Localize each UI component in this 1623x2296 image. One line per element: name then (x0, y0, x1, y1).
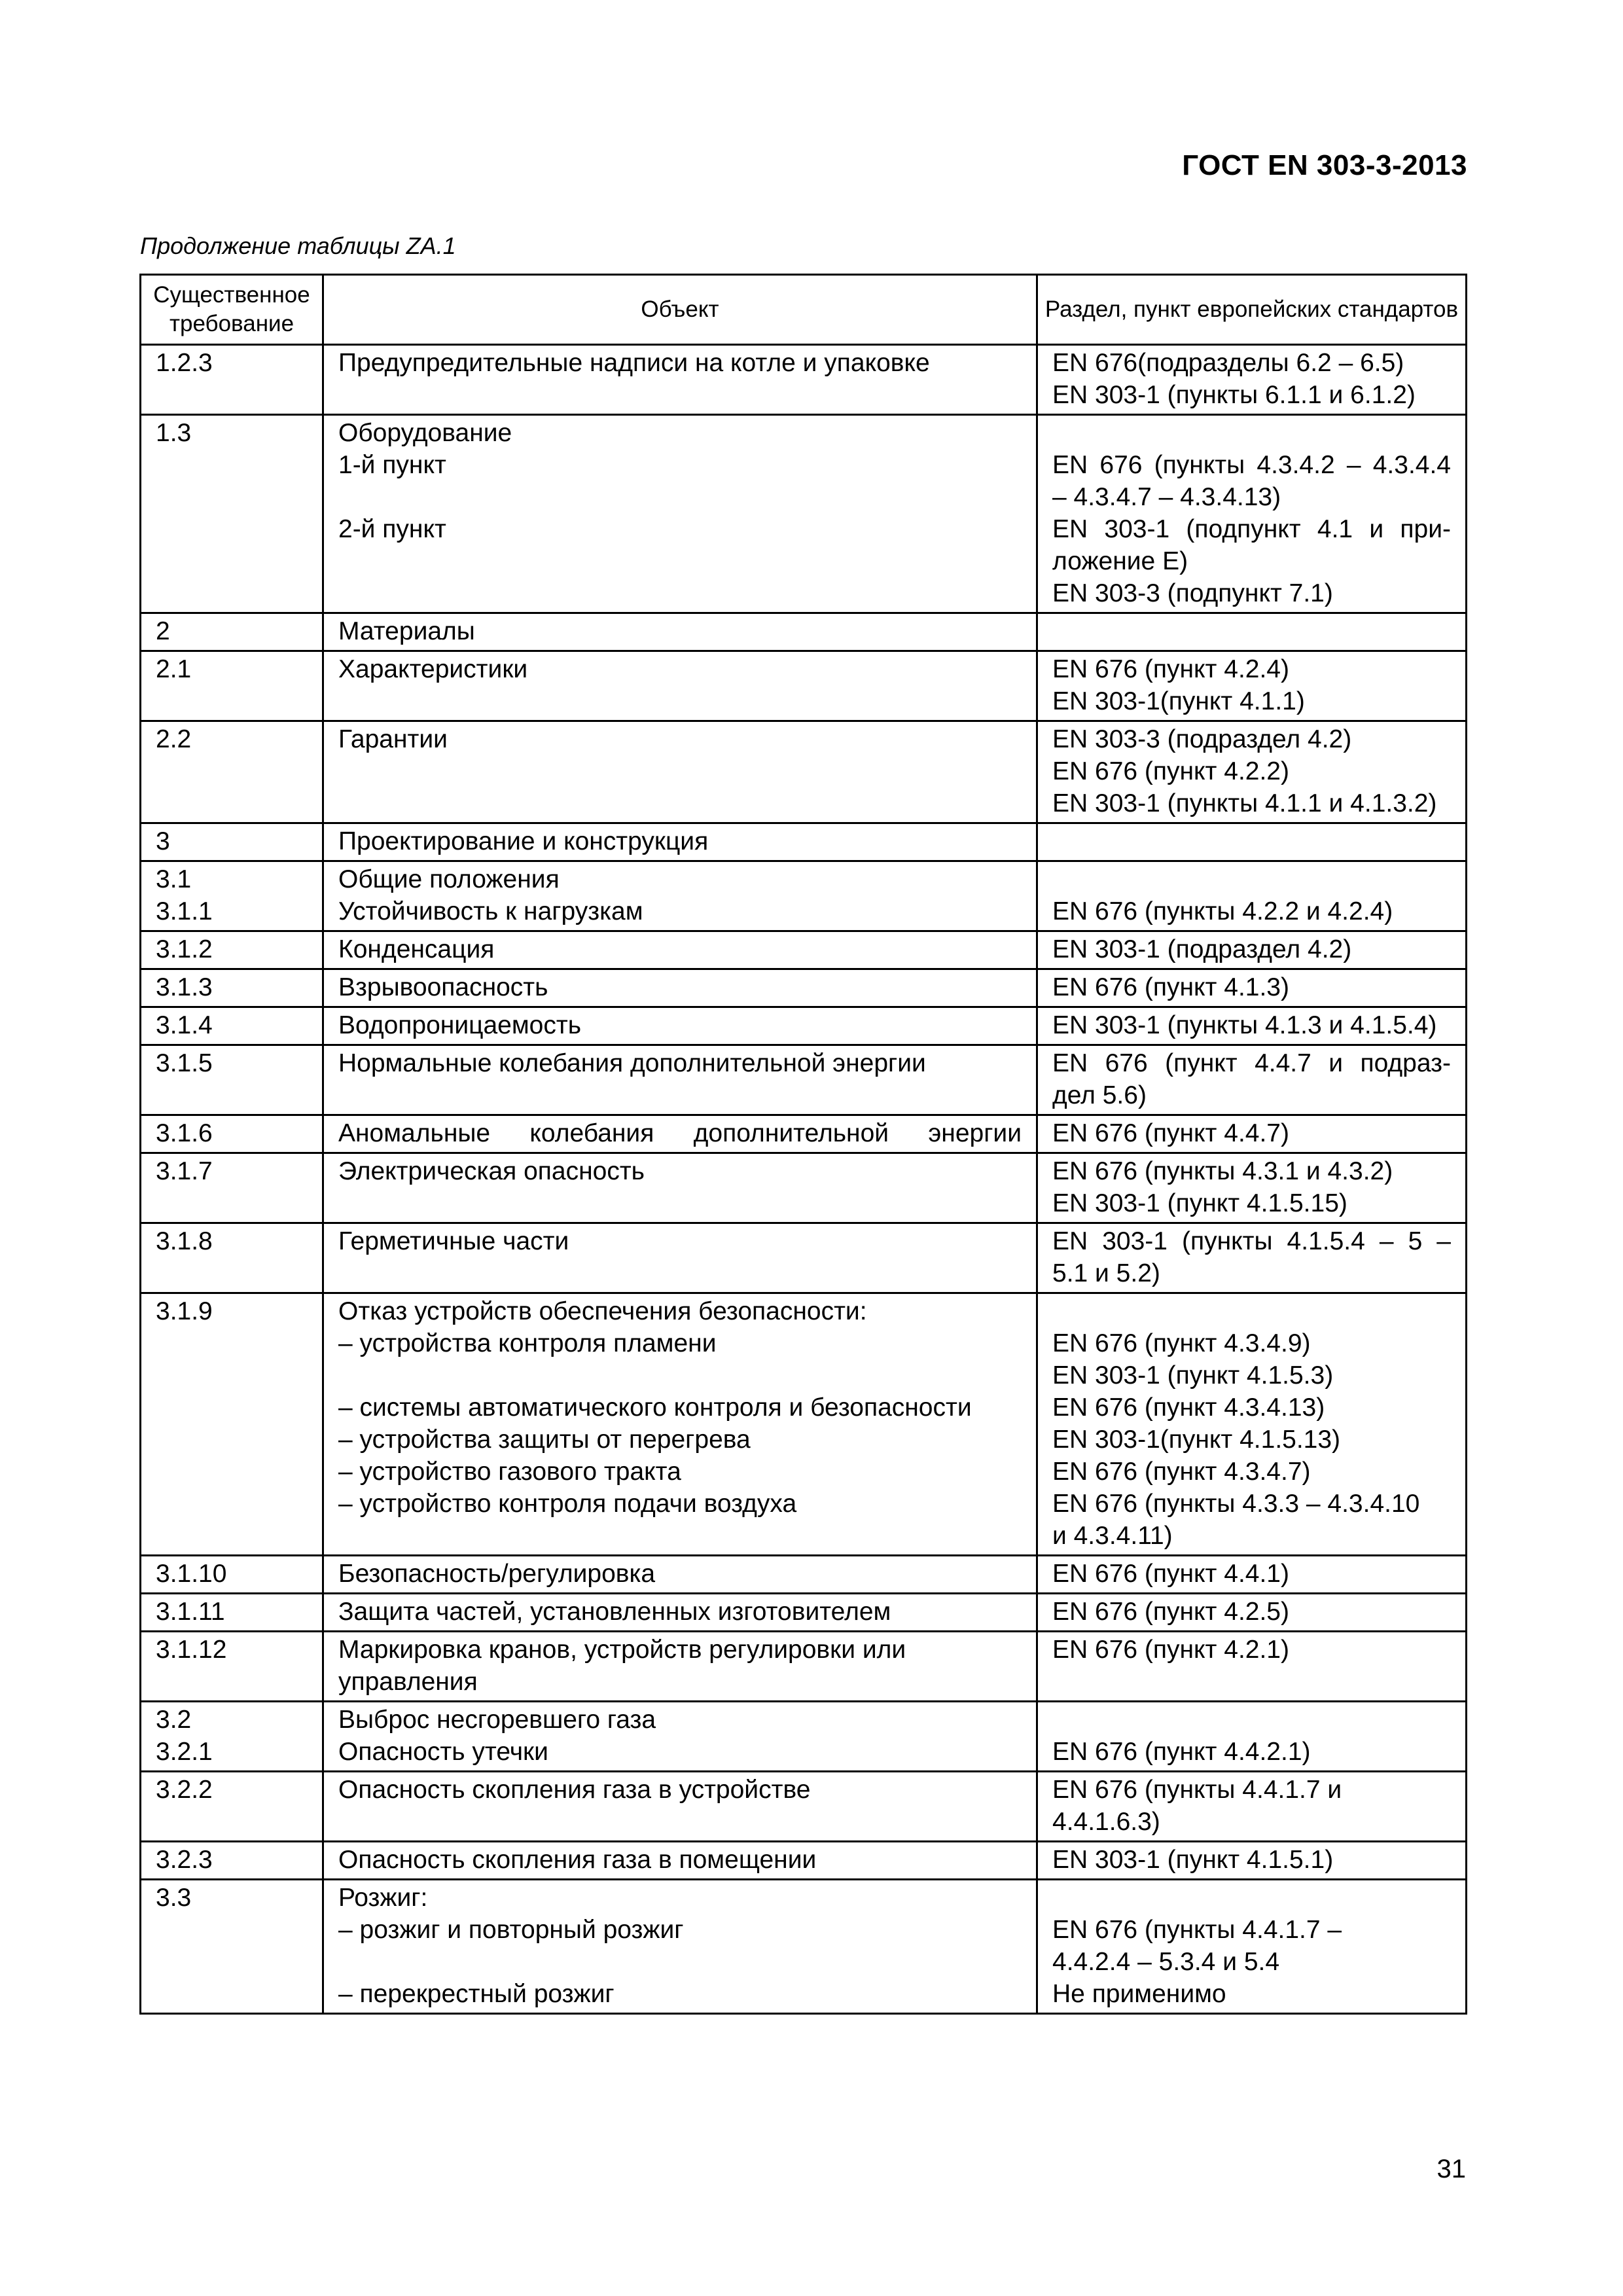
object-cell (323, 1880, 1037, 2014)
cell-line: 2.1 (156, 655, 192, 683)
table-row (141, 1702, 1467, 1772)
cell-line: 3.1.6 (156, 1119, 213, 1147)
cell-line: 3.2 (156, 1706, 192, 1734)
cell-line: Опасность скопления газа в помещении (338, 1846, 817, 1874)
table-row (141, 415, 1467, 613)
table-body (141, 345, 1467, 2014)
table-row (141, 861, 1467, 931)
object-cell (323, 1007, 1037, 1045)
column-header-requirement: Существенное требование (141, 275, 323, 345)
cell-line: Аномальные колебания дополнительной энергии (338, 1119, 1022, 1147)
table-row (141, 721, 1467, 823)
object-cell (323, 345, 1037, 415)
standard-cell (1037, 1007, 1467, 1045)
cell-line: – устройства защиты от перегрева (338, 1426, 751, 1454)
standard-cell (1037, 721, 1467, 823)
cell-line: 2 (156, 617, 170, 645)
cell-line: Опасность утечки (338, 1738, 548, 1766)
cell-line: 3.1.7 (156, 1157, 213, 1185)
object-cell (323, 1153, 1037, 1223)
standard-cell (1037, 1115, 1467, 1153)
object-cell (323, 1632, 1037, 1702)
cell-line: 3.1.5 (156, 1049, 213, 1077)
cell-line (1052, 1704, 1451, 1736)
cell-line: 3.1.8 (156, 1227, 213, 1255)
cell-line: EN 676 (пункты 4.2.2 и 4.2.4) (1052, 897, 1393, 925)
cell-line: EN 676 (пункт 4.4.1) (1052, 1560, 1289, 1588)
table-row (141, 1223, 1467, 1293)
object-cell (323, 1293, 1037, 1556)
object-cell (323, 1594, 1037, 1632)
cell-line: 3.1 (156, 865, 192, 893)
object-cell (323, 1842, 1037, 1880)
cell-line: 1.3 (156, 419, 192, 447)
standard-cell (1037, 931, 1467, 969)
cell-line: 3.1.10 (156, 1560, 227, 1588)
cell-line: 3.3 (156, 1884, 192, 1912)
column-header-standard-section: Раздел, пункт европейских стандартов (1037, 275, 1467, 345)
cell-line: 3.1.12 (156, 1636, 227, 1664)
cell-line: 3.1.2 (156, 935, 213, 963)
cell-line: Материалы (338, 617, 475, 645)
object-cell (323, 1556, 1037, 1594)
requirement-cell (141, 823, 323, 861)
cell-line: EN 676 (пункт 4.2.1) (1052, 1636, 1289, 1664)
cell-line: Устойчивость к нагрузкам (338, 897, 643, 925)
cell-line: ложение E) (1052, 547, 1188, 575)
cell-line: Розжиг: (338, 1884, 428, 1912)
cell-line: EN 676 (пункт 4.4.2.1) (1052, 1738, 1311, 1766)
requirement-cell (141, 1594, 323, 1632)
table-row (141, 1293, 1467, 1556)
object-cell (323, 613, 1037, 651)
cell-line: – устройства контроля пламени (338, 1329, 717, 1357)
object-cell (323, 651, 1037, 721)
cell-line (338, 1946, 1022, 1978)
cell-line: EN 303-3 (подраздел 4.2) (1052, 725, 1352, 753)
cell-line: EN 303-1 (пункты 4.1.3 и 4.1.5.4) (1052, 1011, 1437, 1039)
cell-line: EN 676 (пункт 4.4.7) (1052, 1119, 1289, 1147)
table-caption: Продолжение таблицы ZA.1 (140, 232, 456, 259)
standard-cell (1037, 969, 1467, 1007)
table-row (141, 345, 1467, 415)
cell-line (1052, 1295, 1451, 1327)
cell-line: 3.1.11 (156, 1598, 225, 1626)
cell-line: Опасность скопления газа в устройстве (338, 1776, 811, 1804)
cell-line: – перекрестный розжиг (338, 1980, 615, 2008)
cell-line: Выброс несгоревшего газа (338, 1706, 656, 1734)
cell-line: 1.2.3 (156, 349, 213, 377)
cell-line: 3.1.4 (156, 1011, 213, 1039)
cell-line: 3 (156, 827, 170, 855)
cell-line: EN 303-1 (пункты 6.1.1 и 6.1.2) (1052, 381, 1416, 409)
standard-cell (1037, 415, 1467, 613)
requirement-cell (141, 969, 323, 1007)
requirement-cell (141, 1556, 323, 1594)
column-header-object: Объект (323, 275, 1037, 345)
object-cell (323, 1045, 1037, 1115)
cell-line: Электрическая опасность (338, 1157, 645, 1185)
cell-line: Герметичные части (338, 1227, 569, 1255)
requirement-cell (141, 651, 323, 721)
standard-cell (1037, 345, 1467, 415)
table-row (141, 1594, 1467, 1632)
cell-line: EN 303-3 (подпункт 7.1) (1052, 579, 1333, 607)
cell-line: EN 676 (пункты 4.3.1 и 4.3.2) (1052, 1157, 1393, 1185)
table-row (141, 1115, 1467, 1153)
table-row (141, 969, 1467, 1007)
table-row (141, 1842, 1467, 1880)
cell-line: – розжиг и повторный розжиг (338, 1916, 684, 1944)
object-cell (323, 1772, 1037, 1842)
cell-line: Водопроницаемость (338, 1011, 582, 1039)
standard-cell (1037, 1632, 1467, 1702)
table-row (141, 931, 1467, 969)
cell-line: EN 303-1 (пункты 4.1.1 и 4.1.3.2) (1052, 789, 1437, 817)
cell-line: EN 676 (пункты 4.4.1.7 – (1052, 1916, 1342, 1944)
cell-line: 3.2.1 (156, 1738, 213, 1766)
cell-line: Нормальные колебания дополнительной энергии (338, 1049, 926, 1077)
table-row (141, 1772, 1467, 1842)
requirement-cell (141, 1702, 323, 1772)
object-cell (323, 721, 1037, 823)
cell-line: Защита частей, установленных изготовителем (338, 1598, 891, 1626)
object-cell (323, 1223, 1037, 1293)
cell-line: EN 303-1 (подпункт 4.1 и при- (1052, 515, 1451, 543)
table-row (141, 1632, 1467, 1702)
cell-line: EN 676 (пункт 4.3.4.9) (1052, 1329, 1311, 1357)
object-cell (323, 415, 1037, 613)
cell-line (1052, 615, 1451, 647)
requirement-cell (141, 721, 323, 823)
cell-line: EN 303-1 (пункт 4.1.5.1) (1052, 1846, 1334, 1874)
requirement-cell (141, 1115, 323, 1153)
cell-line: EN 676 (пункт 4.1.3) (1052, 973, 1289, 1001)
cell-line (1052, 1882, 1451, 1914)
cell-line: EN 303-1 (пункт 4.1.5.3) (1052, 1361, 1334, 1390)
requirement-cell (141, 861, 323, 931)
cell-line: 4.4.1.6.3) (1052, 1808, 1160, 1836)
cell-line: EN 303-1 (пункт 4.1.5.15) (1052, 1189, 1347, 1217)
requirement-cell (141, 1772, 323, 1842)
cell-line (1052, 825, 1451, 857)
table-row (141, 1045, 1467, 1115)
table-row (141, 1880, 1467, 2014)
requirement-cell (141, 931, 323, 969)
table-row (141, 1153, 1467, 1223)
table-row (141, 651, 1467, 721)
requirement-cell (141, 1007, 323, 1045)
object-cell (323, 1702, 1037, 1772)
table-row (141, 1556, 1467, 1594)
cell-line: EN 303-1(пункт 4.1.5.13) (1052, 1426, 1341, 1454)
cell-line: 2.2 (156, 725, 192, 753)
cell-line: управления (338, 1668, 478, 1696)
standard-cell (1037, 1153, 1467, 1223)
requirement-cell (141, 415, 323, 613)
cell-line: EN 676(подразделы 6.2 – 6.5) (1052, 349, 1404, 377)
cell-line: 4.4.2.4 – 5.3.4 и 5.4 (1052, 1948, 1280, 1976)
object-cell (323, 861, 1037, 931)
cell-line: и 4.3.4.11) (1052, 1522, 1173, 1550)
standard-cell (1037, 861, 1467, 931)
cell-line: Маркировка кранов, устройств регулировки или (338, 1636, 906, 1664)
cell-line: 3.2.2 (156, 1776, 213, 1804)
cell-line: 3.1.1 (156, 897, 213, 925)
table-row (141, 1007, 1467, 1045)
cell-line (338, 481, 1022, 513)
cell-line: дел 5.6) (1052, 1081, 1147, 1109)
table-header-row (141, 275, 1467, 345)
cell-line (1052, 863, 1451, 895)
requirement-cell (141, 1153, 323, 1223)
cell-line: 3.1.3 (156, 973, 213, 1001)
standard-cell (1037, 1880, 1467, 2014)
cell-line: EN 676 (пункты 4.4.1.7 и (1052, 1776, 1342, 1804)
standard-cell (1037, 1045, 1467, 1115)
cell-line (338, 1359, 1022, 1391)
object-cell (323, 931, 1037, 969)
standard-cell (1037, 613, 1467, 651)
standard-cell (1037, 1772, 1467, 1842)
page-number: 31 (1436, 2155, 1466, 2183)
cell-line: EN 676 (пункт 4.3.4.7) (1052, 1458, 1311, 1486)
cell-line: 3.2.3 (156, 1846, 213, 1874)
standard-cell (1037, 1556, 1467, 1594)
table-row (141, 823, 1467, 861)
cell-line: Отказ устройств обеспечения безопасности: (338, 1297, 867, 1325)
cell-line: EN 676 (пункты 4.3.3 – 4.3.4.10 (1052, 1490, 1420, 1518)
cell-line: Взрывоопасность (338, 973, 548, 1001)
requirement-cell (141, 1045, 323, 1115)
cell-line (1052, 417, 1451, 449)
cell-line: – устройство контроля подачи воздуха (338, 1490, 797, 1518)
requirements-table (139, 274, 1467, 2015)
object-cell (323, 1115, 1037, 1153)
requirement-cell (141, 1880, 323, 2014)
cell-line: Конденсация (338, 935, 495, 963)
standard-cell (1037, 1293, 1467, 1556)
cell-line: EN 676 (пункт 4.2.2) (1052, 757, 1289, 785)
cell-line: Гарантии (338, 725, 448, 753)
standard-cell (1037, 823, 1467, 861)
cell-line: EN 303-1(пункт 4.1.1) (1052, 687, 1305, 715)
requirement-cell (141, 613, 323, 651)
cell-line: Оборудование (338, 419, 512, 447)
requirement-cell (141, 1223, 323, 1293)
cell-line: – устройство газового тракта (338, 1458, 681, 1486)
standard-cell (1037, 651, 1467, 721)
object-cell (323, 969, 1037, 1007)
cell-line: Безопасность/регулировка (338, 1560, 656, 1588)
requirement-cell (141, 1293, 323, 1556)
cell-line: Предупредительные надписи на котле и упаковке (338, 349, 930, 377)
cell-line: Не применимо (1052, 1980, 1226, 2008)
standard-cell (1037, 1702, 1467, 1772)
requirement-cell (141, 1632, 323, 1702)
object-cell (323, 823, 1037, 861)
standard-cell (1037, 1594, 1467, 1632)
standard-cell (1037, 1842, 1467, 1880)
cell-line: 1-й пункт (338, 451, 446, 479)
document-header: ГОСТ EN 303-3-2013 (1182, 149, 1467, 181)
cell-line: EN 303-1 (пункты 4.1.5.4 – 5 – (1052, 1227, 1451, 1255)
cell-line: EN 676 (пункт 4.4.7 и подраз- (1052, 1049, 1451, 1077)
table-row (141, 613, 1467, 651)
cell-line: 2-й пункт (338, 515, 446, 543)
cell-line: Общие положения (338, 865, 560, 893)
cell-line: 3.1.9 (156, 1297, 213, 1325)
cell-line: 5.1 и 5.2) (1052, 1259, 1160, 1287)
cell-line: EN 303-1 (подраздел 4.2) (1052, 935, 1352, 963)
cell-line: EN 676 (пункт 4.2.5) (1052, 1598, 1289, 1626)
cell-line: – системы автоматического контроля и безопасности (338, 1393, 972, 1422)
cell-line: Характеристики (338, 655, 528, 683)
cell-line: EN 676 (пункт 4.3.4.13) (1052, 1393, 1325, 1422)
cell-line: EN 676 (пункты 4.3.4.2 – 4.3.4.4 (1052, 451, 1451, 479)
cell-line: EN 676 (пункт 4.2.4) (1052, 655, 1289, 683)
standard-cell (1037, 1223, 1467, 1293)
requirement-cell (141, 345, 323, 415)
requirement-cell (141, 1842, 323, 1880)
cell-line: – 4.3.4.7 – 4.3.4.13) (1052, 483, 1281, 511)
cell-line: Проектирование и конструкция (338, 827, 709, 855)
